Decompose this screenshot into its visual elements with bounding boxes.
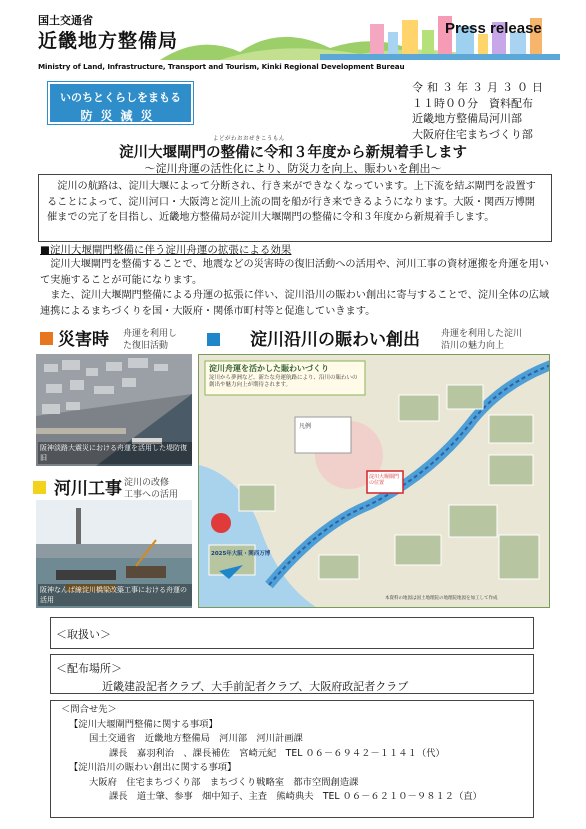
nigiwai-desc-1: 舟運を利用した淀川	[441, 329, 523, 339]
bureau-name: 近畿地方整備局	[38, 30, 179, 52]
contact-label: ＜問合せ先＞	[61, 704, 117, 715]
river-work-photo	[36, 500, 192, 608]
release-info	[412, 80, 582, 142]
contact-section-1-heading: 【淀川大堰閘門整備に関する事項】	[69, 718, 218, 730]
disaster-title: 災害時	[58, 330, 109, 350]
distribution-clubs: 近畿建設記者クラブ、大手前記者クラブ、大阪府政記者クラブ	[102, 680, 409, 693]
river-work-desc-1: 淀川の改修	[124, 478, 170, 488]
nigiwai-color-square	[207, 333, 220, 346]
badge-line-1: いのちとくらしをまもる	[60, 91, 181, 104]
disaster-prevention-badge	[48, 82, 193, 124]
ministry-name: 国土交通省	[38, 14, 93, 27]
release-date: 令和３年３月３０日	[412, 81, 547, 94]
ministry-english-name: Ministry of Land, Infrastructure, Transport and Tourism, Kinki Regional Development Bureau	[38, 62, 405, 71]
nigiwai-title: 淀川沿川の賑わい創出	[250, 330, 420, 350]
summary-box: 淀川の航路は、淀川大堰によって分断され、行き来ができなくなっています。上下流を結ぶ閘門を設置することによって、淀川河口・大阪湾と淀川上流の間を船が行き来できるようになります。大阪・関西万博開催までの完了を目指し、近畿地方整備局が淀川大堰閘門の整備に令和３年度から新規着手します。	[38, 174, 552, 242]
section-paragraph-1: 淀川大堰閘門を整備することで、地震などの災害時の復旧活動への活用や、河川工事の資材運搬を舟運を用いて実施することが可能になります。	[40, 259, 549, 286]
section-body	[40, 257, 550, 319]
section-heading: ■淀川大堰閘門整備に伴う淀川舟運の拡張による効果	[40, 244, 292, 256]
disaster-photo-caption: 阪神淡路大震災における舟運を活用した堤防復旧	[38, 442, 192, 464]
release-org-2: 大阪府住宅まちづくり部	[412, 127, 533, 141]
map-title: 淀川舟運を活かした賑わいづくり	[209, 364, 329, 373]
contact-section-1-org: 国土交通省 近畿地方整備局 河川部 河川計画課	[89, 733, 303, 744]
badge-line-2: 防災減災	[80, 109, 161, 123]
river-map	[198, 354, 550, 608]
disaster-desc-2: た復旧活動	[123, 341, 169, 351]
contact-section-2-heading: 【淀川沿川の賑わい創出に関する事項】	[69, 762, 237, 773]
map-intro: 淀川から夢洲など、新たな舟運航路により、沿川の賑わいの創出や魅力向上が期待されます。	[209, 375, 358, 388]
nigiwai-desc-2: 沿川の魅力向上	[441, 341, 505, 351]
title-ruby: よどがわおおぜきこうもん	[213, 136, 285, 142]
distribution-label: ＜配布場所＞	[56, 662, 122, 675]
section-paragraph-2: また、淀川大堰閘門整備による舟運の拡張に伴い、淀川沿川の賑わい創出に寄与することで、淀川全体の広域連携によるまちづくりを国・大阪府・関係市町村等と促進していきます。	[40, 290, 550, 317]
page-header	[0, 0, 586, 80]
map-lock-label: 淀川大堰閘門の位置	[369, 474, 400, 486]
disaster-color-square	[40, 332, 53, 345]
contact-box	[50, 700, 534, 818]
map-expo-label: 2025年大阪・関西万博	[211, 551, 271, 557]
release-org-1: 近畿地方整備局河川部	[412, 112, 522, 125]
handling-label: ＜取扱い＞	[56, 628, 111, 641]
disaster-photo	[36, 354, 192, 466]
press-release-label: Press release	[445, 20, 542, 37]
map-legend-title: 凡例	[299, 423, 312, 430]
page-title: 淀川大堰閘門の整備に令和３年度から新規着手します	[119, 145, 467, 161]
river-work-desc-2: 工事への活用	[124, 490, 179, 500]
contact-section-2-org: 大阪府 住宅まちづくり部 まちづくり戦略室 都市空間創造課	[89, 776, 359, 788]
contact-section-1-person: 課長 嘉羽利治 、課長補佐 宮崎元紀 TEL ０６－６９４２－１１４１（代）	[109, 747, 445, 759]
release-time: １１時００分 資料配布	[412, 96, 533, 110]
river-work-title: 河川工事	[54, 479, 122, 499]
river-work-photo-caption: 阪神なんば線淀川橋梁改築工事における舟運の活用	[38, 584, 192, 606]
contact-section-2-person: 課長 道士肇、参事 畑中知子、主査 熊崎典夫 TEL ０６－６２１０－９８１２（直）	[109, 791, 482, 802]
page-subtitle: ～淀川舟運の活性化により、防災力を向上、賑わいを創出～	[144, 162, 442, 175]
handling-box	[50, 617, 534, 649]
disaster-desc-1: 舟運を利用し	[123, 329, 178, 339]
river-work-color-square	[33, 481, 46, 494]
map-footer: 本資料の地図は国土地理院の地理院地図を加工して作成	[385, 596, 498, 601]
